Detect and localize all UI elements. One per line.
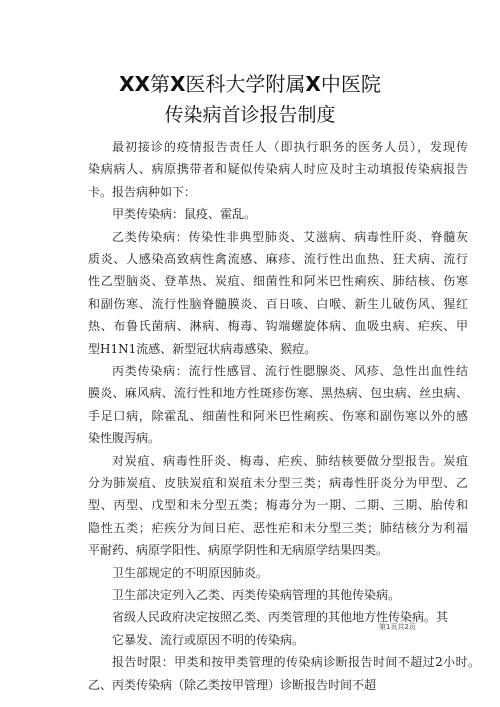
title-placeholder-xx: XX xyxy=(119,72,150,96)
body-line: 它暴发、流行或原因不明的传染病。 xyxy=(112,632,305,647)
body-line: 质炎、人感染高致病性禽流感、麻疹、流行性出血热、狂犬病、流行 xyxy=(88,252,468,266)
body-line: 省级人民政府决定按照乙类、丙类管理的其他地方性传染病。其 xyxy=(112,610,449,625)
body-line: 热、布鲁氏菌病、淋病、梅毒、钩端螺旋体病、血吸虫病、疟疾、甲 xyxy=(88,319,468,334)
title-text-di: 第 xyxy=(150,72,170,96)
title-placeholder-x1: X xyxy=(170,72,186,96)
body-line: 乙类传染病：传染性非典型肺炎、艾滋病、病毒性肝炎、脊髓灰 xyxy=(112,229,468,244)
body-line: 对炭疽、病毒性肝炎、梅毒、疟疾、肺结核要做分型报告。炭疽 xyxy=(112,453,468,468)
body-line: 手足口病，除霍乱、细菌性和阿米巴性痢疾、伤寒和副伤寒以外的感 xyxy=(88,408,468,423)
body-line: 丙类传染病：流行性感冒、流行性腮腺炎、风疹、急性出血性结 xyxy=(112,364,468,378)
body-line: 染性腹泻病。 xyxy=(88,431,161,446)
body-line: 乙、丙类传染病（除乙类按甲管理）诊断报告时间不超 xyxy=(88,677,377,692)
body-line: 型、丙型、戊型和未分型五类；梅毒分为一期、二期、三期、胎传和 xyxy=(88,498,468,513)
page-number: 第1页共2页 xyxy=(379,623,416,631)
body-line: 性乙型脑炎、登革热、炭疽、细菌性和阿米巴性痢疾、肺结核、伤寒 xyxy=(88,274,468,289)
title-text-hospital: 中医院 xyxy=(320,72,381,96)
document-title: 传染病首诊报告制度 xyxy=(164,104,336,126)
body-line: 最初接诊的疫情报告责任人（即执行职务的医务人员），发现传 xyxy=(112,140,468,154)
title-placeholder-x2: X xyxy=(305,72,321,96)
body-line: 卡。报告病种如下： xyxy=(88,184,197,199)
body-line: 染病病人、病原携带者和疑似传染病人时应及时主动填报传染病报告 xyxy=(88,162,468,177)
body-line: 报告时限：甲类和按甲类管理的传染病诊断报告时间不超过2小时。 xyxy=(112,655,480,670)
body-line: 平耐药、病原学阳性、病原学阴性和无病原学结果四类。 xyxy=(88,543,389,558)
body-line: 膜炎、麻风病、流行性和地方性斑疹伤寒、黑热病、包虫病、丝虫病、 xyxy=(88,386,468,401)
body-line: 甲类传染病：鼠疫、霍乱。 xyxy=(112,207,257,222)
hospital-title xyxy=(0,72,500,96)
body-line: 分为肺炭疽、皮肤炭疽和炭疽未分型三类；病毒性肝炎分为甲型、乙 xyxy=(88,476,468,490)
body-line: 和副伤寒、流行性脑脊髓膜炎、百日咳、白喉、新生儿破伤风、猩红 xyxy=(88,296,468,311)
title-text-university: 医科大学附属 xyxy=(185,72,306,96)
body-line: 型H1N1流感、新型冠状病毒感染、猴痘。 xyxy=(88,341,317,356)
body-line: 卫生部决定列入乙类、丙类传染病管理的其他传染病。 xyxy=(112,588,401,602)
body-line: 卫生部规定的不明原因肺炎。 xyxy=(112,565,269,580)
body-line: 隐性五类；疟疾分为间日疟、恶性疟和未分型三类；肺结核分为利福 xyxy=(88,520,468,535)
